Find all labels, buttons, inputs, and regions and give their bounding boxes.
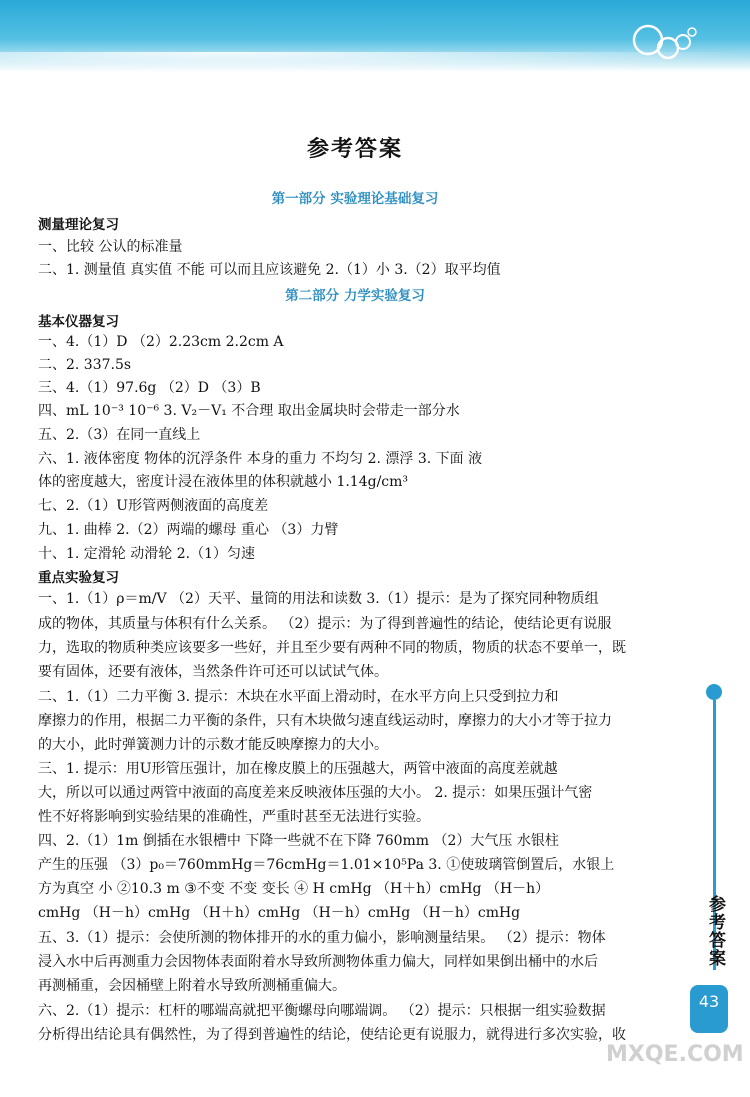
text-line: 十、1. 定滑轮 动滑轮 2.（1）匀速: [38, 546, 255, 562]
side-tab-dot: [706, 684, 722, 700]
text-line: 一、4.（1）D （2）2.23cm 2.2cm A: [38, 334, 284, 350]
text-line: 二、1. 测量值 真实值 不能 可以而且应该避免 2.（1）小 3.（2）取平均值: [38, 262, 501, 278]
watermark: MXQE.COM: [606, 1042, 744, 1067]
text-line: 二、2. 337.5s: [38, 357, 132, 373]
side-label: 参考答案: [705, 895, 725, 967]
text-line: 六、1. 液体密度 物体的沉浮条件 本身的重力 不均匀 2. 漂浮 3. 下面 液: [38, 451, 483, 467]
text-line: 方为真空 小 ②10.3 m ③不变 不变 变长 ④ H cmHg （H＋h）cmHg （H－h）: [38, 881, 550, 897]
text-line: 四、2.（1）1m 倒插在水银槽中 下降一些就不在下降 760mm （2）大气压 水银柱: [38, 833, 559, 849]
text-line: 二、1.（1）二力平衡 3. 提示：木块在水平面上滑动时，在水平方向上只受到拉力和: [38, 689, 559, 705]
section-heading-measure: 测量理论复习: [38, 217, 119, 233]
text-line: 七、2.（1）U形管两侧液面的高度差: [38, 498, 269, 514]
text-line: 要有固体，还要有液体，当然条件许可还可以试试气体。: [38, 664, 388, 680]
text-line: 摩擦力的作用，根据二力平衡的条件，只有木块做匀速直线运动时，摩擦力的大小才等于拉力: [38, 713, 612, 729]
text-line: cmHg （H－h）cmHg （H＋h）cmHg （H－h）cmHg （H－h）cmHg: [38, 905, 521, 921]
text-line: 分析得出结论具有偶然性，为了得到普遍性的结论，使结论更有说服力，就得进行多次实验，收: [38, 1027, 626, 1043]
page-number: 43: [698, 992, 720, 1011]
text-line: 五、3.（1）提示：会使所测的物体排开的水的重力偏小，影响测量结果。 （2）提示：物体: [38, 930, 606, 946]
part-heading-1: 第一部分 实验理论基础复习: [271, 191, 439, 207]
text-line: 一、比较 公认的标准量: [38, 239, 183, 255]
section-heading-key: 重点实验复习: [38, 570, 119, 586]
text-line: 六、2.（1）提示：杠杆的哪端高就把平衡螺母向哪端调。 （2）提示：只根据一组实验数据: [38, 1003, 606, 1019]
text-line: 产生的压强 （3）p₀＝760mmHg＝76cmHg＝1.01×10⁵Pa 3. ①使玻璃管倒置后，水银上: [38, 857, 615, 873]
text-line: 三、1. 提示：用U形管压强计，加在橡皮膜上的压强越大，两管中液面的高度差就越: [38, 761, 558, 777]
text-line: 九、1. 曲棒 2.（2）两端的螺母 重心 （3）力臂: [38, 522, 339, 538]
text-line: 五、2.（3）在同一直线上: [38, 427, 201, 443]
text-line: 四、mL 10⁻³ 10⁻⁶ 3. V₂－V₁ 不合理 取出金属块时会带走一部分水: [38, 403, 460, 419]
bubbles-icon: [628, 10, 708, 70]
part-heading-2: 第二部分 力学实验复习: [285, 288, 425, 304]
text-line: 再测桶重，会因桶壁上附着水导致所测桶重偏大。: [38, 978, 346, 994]
text-line: 力，选取的物质种类应该要多一些好，并且至少要有两种不同的物质，物质的状态不要单一，既: [38, 640, 626, 656]
text-line: 大，所以可以通过两管中液面的高度差来反映液体压强的大小。 2. 提示：如果压强计气密: [38, 785, 593, 801]
text-line: 成的物体，其质量与体积有什么关系。 （2）提示：为了得到普遍性的结论，使结论更有说服: [38, 616, 612, 632]
text-line: 一、1.（1）ρ＝m/V （2）天平、量筒的用法和读数 3.（1）提示：是为了探究同种物质组: [38, 591, 599, 607]
page-title: 参考答案: [306, 137, 403, 162]
text-line: 三、4.（1）97.6g （2）D （3）B: [38, 380, 261, 396]
text-line: 的大小，此时弹簧测力计的示数才能反映摩擦力的大小。: [38, 737, 388, 753]
text-line: 浸入水中后再测重力会因物体表面附着水导致所测物体重力偏大，同样如果倒出桶中的水后: [38, 954, 598, 970]
text-line: 性不好将影响到实验结果的准确性，严重时甚至无法进行实验。: [38, 809, 430, 825]
section-heading-basic: 基本仪器复习: [38, 314, 119, 330]
text-line: 体的密度越大，密度计浸在液体里的体积就越小 1.14g/cm³: [38, 474, 409, 490]
